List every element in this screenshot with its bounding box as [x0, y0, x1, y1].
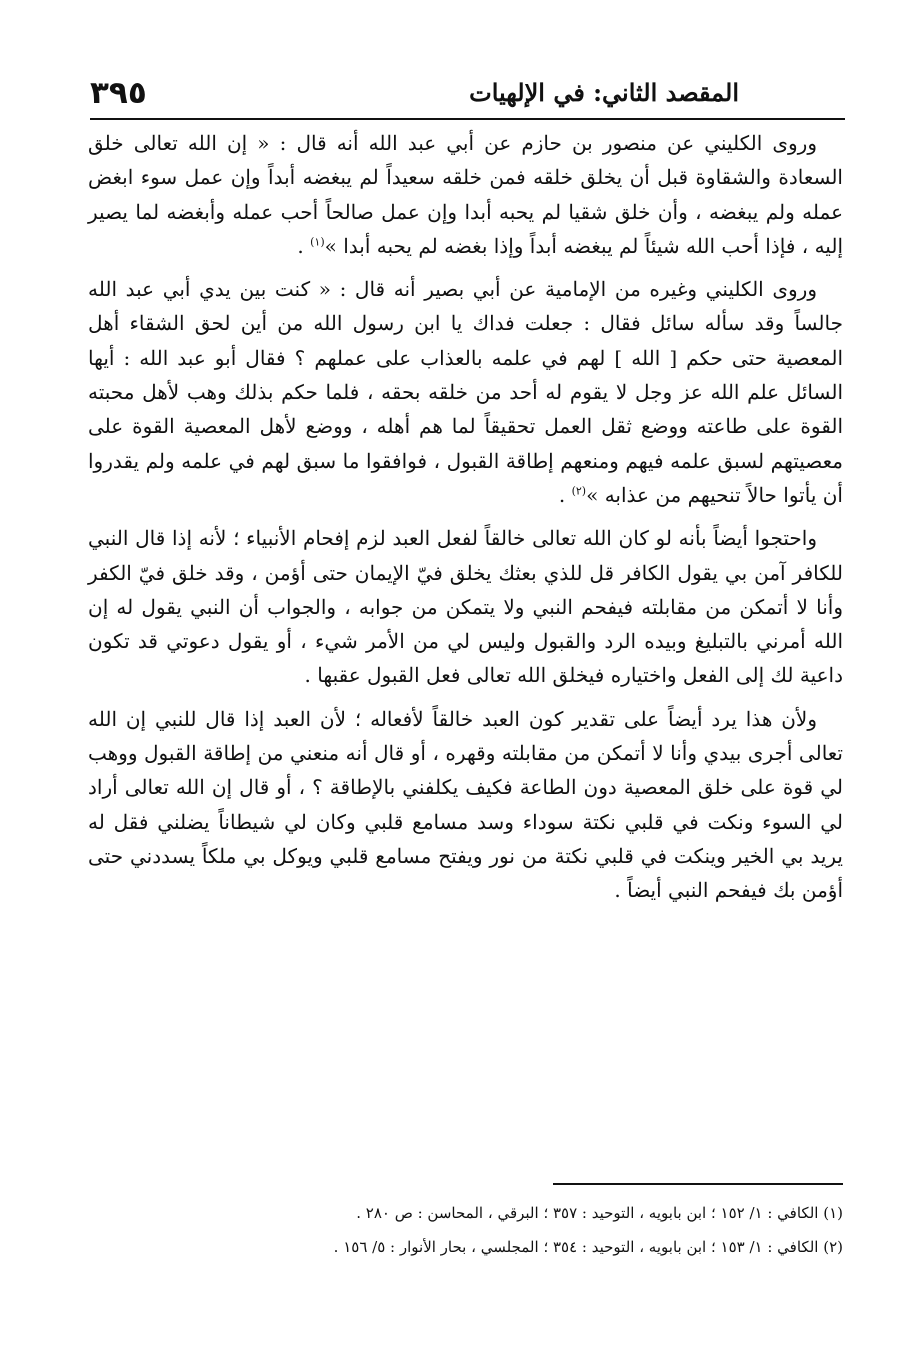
- page-header: [90, 74, 801, 114]
- paragraph-end: .: [297, 233, 311, 258]
- footnote: (١) الكافي : ١/ ١٥٢ ؛ ابن بابويه ، التوحيد : ٣٥٧ ؛ البرقي ، المحاسن : ص ٢٨٠ .: [356, 1204, 843, 1222]
- footnote-reference: (٢): [571, 484, 587, 498]
- paragraph-text: ولأن هذا يرد أيضاً على تقدير كون العبد خالقاً لأفعاله ؛ لأن العبد إذا قال للنبي إن الله تعالى أجرى بيدي وأنا لا أتمكن من مقابلته وقهره ، أو قال أنه منعني من إطاقة القبول ووهب لي قوة على خلق المعصية دون الطاعة فكيف يكلفني بالإطاقة ؟ ، أو قال إن الله تعالى أراد لي السوء ونكت في قلبي نكتة سوداء وسد مسامع قلبي وكان لي شيطاناً يضلني فقل له يريد بي الخير وينكت في قلبي نكتة من نور ويفتح مسامع قلبي ويوكل بي ملكاً يسددني حتى أؤمن بك فيفحم النبي أيضاً .: [88, 706, 843, 903]
- footnote-reference: (١): [310, 235, 325, 249]
- main-text: [88, 126, 843, 917]
- paragraph: [88, 126, 843, 263]
- paragraph: [88, 702, 843, 908]
- footnote: (٢) الكافي : ١/ ١٥٣ ؛ ابن بابويه ، التوحيد : ٣٥٤ ؛ المجلسي ، بحار الأنوار : ٥/ ١٥٦ .: [333, 1238, 843, 1256]
- paragraph-text: وروى الكليني وغيره من الإمامية عن أبي بصير أنه قال : « كنت بين يدي أبي عبد الله جالساً وقد سأله سائل فقال : جعلت فداك يا ابن رسول الله من أين لحق الشقاء أهل المعصية حتى حكم [ الله ] لهم في علمه بالعذاب على عملهم ؟ فقال أبو عبد الله : أيها السائل علم الله عز وجل لا يقوم له أحد من خلقه بحقه ، فلما حكم بذلك وهب لأهل محبته القوة على طاعته ووضع ثقل العمل تحقيقاً لما هم أهله ، ووضع لأهل المعصية القوة على معصيتهم لسبق علمه فيهم ومنعهم إطاقة القبول ، فوافقوا ما سبق لهم في علمه ولم يقدروا أن يأتوا حالاً تنحيهم من عذابه »: [88, 277, 844, 507]
- paragraph-text: واحتجوا أيضاً بأنه لو كان الله تعالى خالقاً لفعل العبد لزم إفحام الأنبياء ؛ لأنه إذا قال النبي للكافر آمن بي يقول الكافر قل للذي بعثك يخلق فيّ الإيمان حتى أؤمن ، وقد خلق فيّ الكفر وأنا لا أتمكن من مقابلته فيفحم النبي ولا يتمكن من جوابه ، والجواب أن النبي يقول له إن الله أمرني بالتبليغ وبيده الرد والقبول وليس لي من الأمر شيء ، أو يقول دعوتي قد تكون داعية لك إلى الفعل واختياره فيخلق الله تعالى فعل القبول عقبها .: [88, 526, 843, 688]
- paragraph: [88, 521, 843, 692]
- paragraph-end: .: [558, 482, 572, 507]
- header-rule: [90, 118, 845, 120]
- paragraph: [88, 272, 843, 512]
- footnotes: [88, 1196, 843, 1264]
- running-title: المقصد الثاني: في الإلهيات: [469, 78, 739, 107]
- page-number: ٣٩٥: [90, 75, 147, 111]
- footnote-rule: [553, 1183, 843, 1185]
- paragraph-text: وروى الكليني عن منصور بن حازم عن أبي عبد الله أنه قال : « إن الله تعالى خلق السعادة والشقاوة قبل أن يخلق خلقه فمن خلقه سعيداً لم يبغضه أبداً وإن عمل سوء ابغض عمله ولم يبغضه ، وأن خلق شقيا لم يحبه أبدا وإن عمل صالحاً أحب عمله وأبغضه لما يصير إليه ، فإذا أحب الله شيئاً لم يبغضه أبداً وإذا بغضه لم يحبه أبدا »: [88, 131, 843, 258]
